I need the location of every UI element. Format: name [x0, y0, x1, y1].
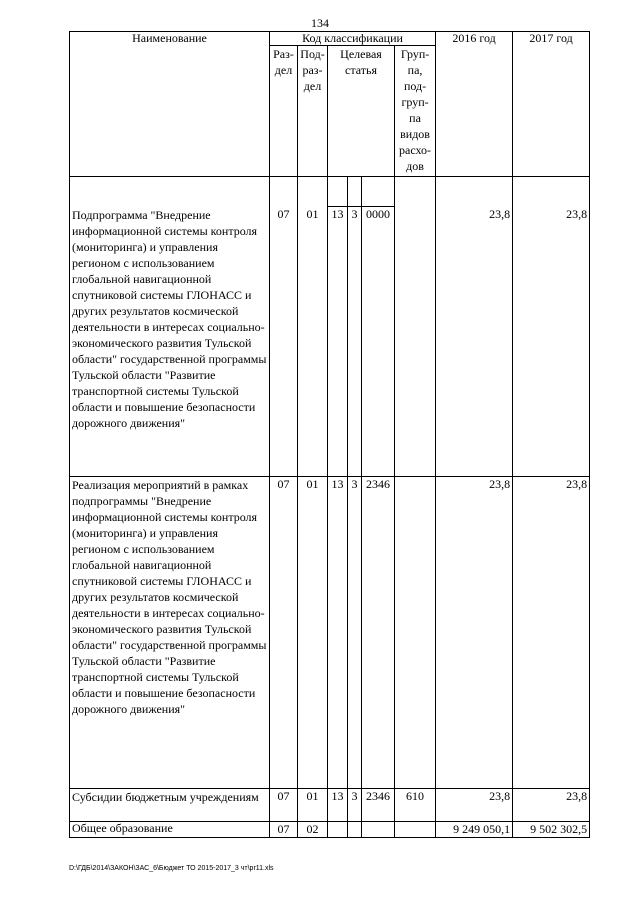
spacer-cell	[298, 177, 328, 207]
row-cs-subprogram: 3	[348, 789, 362, 822]
row-razdel: 07	[270, 477, 298, 789]
row-2017: 9 502 302,5	[513, 822, 590, 838]
spacer-cell	[436, 177, 513, 207]
spacer-cell	[395, 177, 436, 207]
row-cs-program: 13	[328, 789, 348, 822]
column-header-gruppa: Груп- па, под- груп- па видов расхо- дов	[395, 46, 436, 177]
spacer-cell	[70, 177, 270, 207]
row-podrazdel: 01	[298, 207, 328, 477]
row-2017: 23,8	[513, 789, 590, 822]
row-cs-direction: 2346	[362, 477, 395, 789]
header-row-1	[70, 32, 590, 46]
row-cs-subprogram	[348, 822, 362, 838]
row-podrazdel: 01	[298, 789, 328, 822]
row-2016: 9 249 050,1	[436, 822, 513, 838]
column-header-podrazdel: Под- раз- дел	[298, 46, 328, 177]
row-razdel: 07	[270, 822, 298, 838]
table-row	[70, 789, 590, 822]
page-number: 134	[311, 16, 329, 30]
column-header-code-group: Код классификации	[270, 32, 436, 46]
row-cs-direction: 2346	[362, 789, 395, 822]
row-cs-program: 13	[328, 477, 348, 789]
spacer-cell	[270, 177, 298, 207]
row-2016: 23,8	[436, 789, 513, 822]
column-header-name: Наименование	[70, 32, 270, 177]
table-row	[70, 477, 590, 789]
column-header-razdel: Раз- дел	[270, 46, 298, 177]
spacer-cell	[362, 177, 395, 207]
row-cs-subprogram: 3	[348, 207, 362, 477]
row-name: Подпрограмма "Внедрение информационной системы контроля (мониторинга) и управления регионом с использованием глобальной навигационной спутниковой системы ГЛОНАСС и других результатов космической деятельности в интересах социально-экономического развития Тульской области" государственной программы Тульской области "Развитие транспортной системы Тульской области и повышение безопасности дорожного движения"	[70, 207, 270, 477]
row-gruppa	[395, 477, 436, 789]
spacer-cell	[513, 177, 590, 207]
column-header-celevaya-statya: Целевая статья	[328, 46, 395, 177]
column-header-2017: 2017 год	[513, 32, 590, 177]
row-cs-subprogram: 3	[348, 477, 362, 789]
spacer-cell	[348, 177, 362, 207]
row-razdel: 07	[270, 207, 298, 477]
row-2017: 23,8	[513, 207, 590, 477]
row-cs-program: 13	[328, 207, 348, 477]
row-razdel: 07	[270, 789, 298, 822]
column-header-2016: 2016 год	[436, 32, 513, 177]
spacer-cell	[328, 177, 348, 207]
row-podrazdel: 01	[298, 477, 328, 789]
row-2016: 23,8	[436, 207, 513, 477]
row-cs-direction: 0000	[362, 207, 395, 477]
row-name: Субсидии бюджетным учреждениям	[70, 789, 270, 822]
row-2017: 23,8	[513, 477, 590, 789]
footer-file-path: D:\ГДБ\2014\ЗАКОН\ЗАС_6\Бюджет ТО 2015-2017_3 чт\pr11.xls	[69, 865, 274, 872]
spacer-row	[70, 177, 590, 207]
row-cs-program	[328, 822, 348, 838]
row-gruppa: 610	[395, 789, 436, 822]
row-name: Общее образование	[70, 822, 270, 838]
row-name: Реализация мероприятий в рамках подпрограммы "Внедрение информационной системы контроля (мониторинга) и управления регионом с использованием глобальной навигационной спутниковой системы ГЛОНАСС и других результатов космической деятельности в интересах социально-экономического развития Тульской области" государственной программы Тульской области "Развитие транспортной системы Тульской области и повышение безопасности дорожного движения"	[70, 477, 270, 789]
table-row	[70, 207, 590, 477]
row-2016: 23,8	[436, 477, 513, 789]
row-gruppa	[395, 207, 436, 477]
budget-table	[69, 31, 590, 838]
row-podrazdel: 02	[298, 822, 328, 838]
row-gruppa	[395, 822, 436, 838]
table-row	[70, 822, 590, 838]
row-cs-direction	[362, 822, 395, 838]
